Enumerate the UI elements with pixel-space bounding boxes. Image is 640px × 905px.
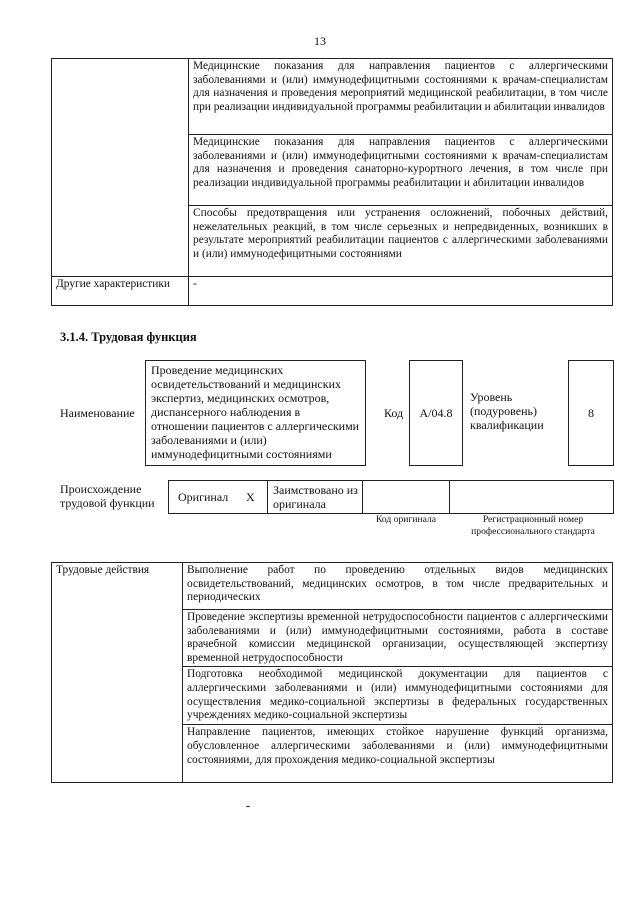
level-label: Уровень (подуровень) квалификации [470, 390, 544, 432]
table-cell: Проведение экспертизы временной нетрудоспособности пациентов с аллергическими заболеваниями и (или) иммунодефицитными состояниями, работа в составе врачебной комиссии медицинской организации, осуществляющей экспертизу временной нетрудоспособности [183, 610, 613, 667]
original-label: Оригинал [178, 490, 229, 504]
origin-box [168, 480, 614, 514]
labor-actions-table [51, 562, 613, 783]
scan-mark [246, 806, 250, 807]
level-value-box: 8 [568, 360, 614, 466]
table-cell: Способы предотвращения или устранения осложнений, побочных действий, нежелательных реакций, в том числе серьезных и непредвиденных, возникших в результате мероприятий реабилитации пациентов с аллергическими заболеваниями и (или) иммунодефицитными состояниями [189, 206, 613, 277]
requirements-table-continued [51, 58, 613, 306]
name-label: Наименование [60, 406, 135, 420]
reg-number-caption: Регистрационный номер профессионального стандарта [471, 514, 595, 537]
labor-actions-label: Трудовые действия [52, 563, 183, 783]
origin-label: Происхождение трудовой функции [60, 482, 155, 510]
table-cell: Медицинские показания для направления пациентов с аллергическими заболеваниями и (или) иммунодефицитными состояниями к врачам-специалистам для назначения и проведения мероприятий медицинской реабилитации, в том числе при реализации индивидуальной программы реабилитации и абилитации инвалидов [189, 59, 613, 135]
function-name-box: Проведение медицинских освидетельствований и медицинских экспертиз, медицинских осмотров, диспансерного наблюдения в отношении пациентов с аллергическими заболеваниями и (или) иммунодефицитными состояниями [145, 360, 366, 466]
table-row [52, 277, 613, 306]
table-row [52, 59, 613, 135]
divider [362, 481, 363, 513]
table-cell: Медицинские показания для направления пациентов с аллергическими заболеваниями и (или) иммунодефицитными состояниями к врачам-специалистам для назначения и проведения санаторно-курортного лечения, в том числе при реализации индивидуальной программы реабилитации и абилитации инвалидов [189, 135, 613, 206]
table-row [52, 563, 613, 610]
table-cell: Направление пациентов, имеющих стойкое нарушение функций организма, обусловленное аллергическими заболеваниями и (или) иммунодефицитными состояниями, для прохождения медико-социальной экспертизы [183, 725, 613, 783]
borrowed-label: Заимствовано из оригинала [273, 483, 358, 511]
code-value-box: А/04.8 [409, 360, 463, 466]
code-original-caption: Код оригинала [375, 514, 437, 525]
table-cell: Подготовка необходимой медицинской документации для пациентов с аллергическими заболеваниями и (или) иммунодефицитными состояниями для осуществления медико-социальной экспертизы в федеральных государственных учреждениях медико-социальной экспертизы [183, 667, 613, 725]
table-cell: Выполнение работ по проведению отдельных видов медицинских освидетельствований, медицинских осмотров, в том числе предварительных и периодических [183, 563, 613, 610]
table-cell-left-empty [52, 59, 189, 277]
other-characteristics-label: Другие характеристики [52, 277, 189, 306]
page-number: 13 [314, 34, 326, 48]
section-title: 3.1.4. Трудовая функция [60, 330, 197, 344]
divider [267, 481, 268, 513]
other-characteristics-value: - [189, 277, 613, 306]
code-label: Код [384, 406, 404, 420]
divider [449, 481, 450, 513]
original-mark: X [246, 490, 255, 504]
